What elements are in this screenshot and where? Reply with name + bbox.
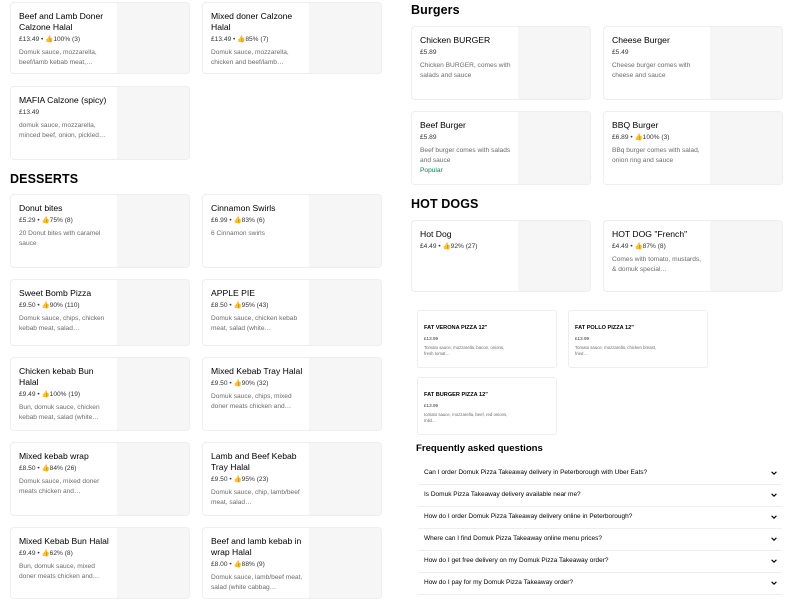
faq-item[interactable]	[418, 485, 782, 507]
item-name: HOT DOG "French"	[612, 229, 688, 239]
item-name: APPLE PIE	[211, 288, 255, 298]
menu-item-card[interactable]	[202, 279, 382, 346]
menu-item-card[interactable]	[603, 220, 783, 292]
item-description: Domuk sauce, chicken kebab meat, salad (white…	[211, 315, 298, 332]
menu-item-card[interactable]	[568, 310, 708, 368]
item-name: FAT BURGER PIZZA 12"	[424, 392, 488, 398]
chevron-down-icon	[770, 557, 778, 565]
item-price-rating: £5.29 • 👍75% (8)	[19, 217, 73, 224]
item-description: Bun, domuk sauce, chicken kebab meat, salad (white…	[19, 404, 100, 421]
menu-item-card[interactable]	[411, 220, 591, 292]
faq-question: Where can I find Domuk Pizza Takeaway online menu prices?	[424, 535, 602, 542]
faq-question: How do I order Domuk Pizza Takeaway delivery online in Peterborough?	[424, 513, 633, 520]
item-image	[309, 195, 381, 267]
item-description: Domuk sauce, chips, chicken kebab meat, salad…	[19, 315, 105, 332]
item-description: BBq burger comes with salad, onion ring and sauce	[612, 147, 700, 164]
menu-item-card[interactable]	[10, 442, 190, 516]
item-price-rating: £8.50 • 👍95% (43)	[211, 302, 269, 309]
item-description: Domuk sauce, chips, mixed doner meats chicken and…	[211, 393, 292, 410]
item-price-rating: £9.49 • 👍62% (8)	[19, 550, 73, 557]
faq-question: How do I pay for my Domuk Pizza Takeaway order?	[424, 579, 574, 586]
section-title-burgers: Burgers	[411, 3, 460, 17]
menu-item-card[interactable]	[10, 357, 190, 431]
item-image	[309, 358, 381, 430]
item-image	[117, 195, 189, 267]
chevron-down-icon	[770, 491, 778, 499]
menu-item-card[interactable]	[10, 279, 190, 346]
item-name: Lamb and Beef Kebab Tray Halal	[211, 451, 297, 472]
item-image	[117, 528, 189, 598]
item-name: Chicken BURGER	[420, 35, 491, 45]
item-name: Mixed Kebab Tray Halal	[211, 366, 303, 376]
item-description: Domuk sauce, mozzarella, chicken and beef/lamb…	[211, 49, 289, 66]
faq-title: Frequently asked questions	[416, 443, 543, 454]
item-image	[710, 27, 782, 99]
menu-item-card[interactable]	[411, 26, 591, 100]
item-image	[117, 3, 189, 73]
faq-item[interactable]	[418, 551, 782, 573]
section-title-desserts: DESSERTS	[10, 172, 79, 186]
item-image	[518, 112, 590, 184]
menu-item-card[interactable]	[411, 111, 591, 185]
menu-item-card[interactable]	[10, 86, 190, 160]
chevron-down-icon	[770, 579, 778, 587]
item-description: Domuk sauce, mozzarella, beef/lamb kebab meat,…	[19, 49, 97, 66]
item-name: Mixed kebab wrap	[19, 451, 89, 461]
faq-question: Is Domuk Pizza Takeaway delivery available near me?	[424, 491, 581, 498]
item-price-rating: £9.50 • 👍95% (23)	[211, 476, 269, 483]
item-description: Domuk sauce, chip, lamb/beef meat, salad…	[211, 489, 300, 506]
item-price-rating: £13.49	[19, 109, 40, 116]
faq-item[interactable]	[418, 463, 782, 485]
menu-item-card[interactable]	[417, 310, 557, 368]
item-image	[117, 87, 189, 159]
item-image	[710, 112, 782, 184]
item-image	[117, 280, 189, 345]
menu-item-card[interactable]	[10, 194, 190, 268]
menu-item-card[interactable]	[417, 377, 557, 435]
item-price: £13.99	[424, 336, 439, 341]
faq-item[interactable]	[418, 573, 782, 595]
item-description: 20 Donut bites with caramel sauce	[19, 230, 101, 247]
item-price-rating: £5.89	[420, 134, 437, 141]
menu-item-card[interactable]	[202, 194, 382, 268]
item-name: Beef Burger	[420, 120, 466, 130]
chevron-down-icon	[770, 513, 778, 521]
chevron-down-icon	[770, 535, 778, 543]
item-name: BBQ Burger	[612, 120, 659, 130]
item-name: Mixed doner Calzone Halal	[211, 11, 293, 32]
faq-item[interactable]	[418, 507, 782, 529]
menu-item-card[interactable]	[202, 527, 382, 599]
item-name: Chicken kebab Bun Halal	[19, 366, 94, 387]
menu-item-card[interactable]	[603, 111, 783, 185]
item-name: Cheese Burger	[612, 35, 670, 45]
item-description: Beef burger comes with salads and sauce	[420, 147, 511, 164]
item-price-rating: £9.50 • 👍90% (110)	[19, 302, 80, 309]
item-image	[309, 280, 381, 345]
item-image	[117, 358, 189, 430]
item-price-rating: £5.49	[612, 49, 629, 56]
item-name: Cinnamon Swirls	[211, 203, 276, 213]
item-name: Donut bites	[19, 203, 63, 213]
item-price-rating: £13.49 • 👍85% (7)	[211, 36, 269, 43]
section-title-hot-dogs: HOT DOGS	[411, 197, 479, 211]
item-price-rating: £13.49 • 👍100% (3)	[19, 36, 81, 43]
item-price-rating: £9.50 • 👍90% (32)	[211, 380, 269, 387]
faq-item[interactable]	[418, 529, 782, 551]
item-description: Comes with tomato, mustards, & domuk special…	[612, 256, 702, 273]
faq-question: Can I order Domuk Pizza Takeaway delivery in Peterborough with Uber Eats?	[424, 469, 648, 476]
item-price-rating: £6.99 • 👍83% (6)	[211, 217, 265, 224]
item-description: Domuk sauce, lamb/beef meat, salad (white cabbag…	[211, 574, 303, 591]
item-image	[309, 3, 381, 73]
item-name: FAT POLLO PIZZA 12"	[575, 325, 634, 331]
item-description: domuk sauce, mozzarella, minced beef, onion, pickled…	[19, 122, 106, 139]
item-name: FAT VERONA PIZZA 12"	[424, 325, 488, 331]
item-name: MAFIA Calzone (spicy)	[19, 95, 107, 105]
item-price-rating: £4.49 • 👍87% (8)	[612, 243, 666, 250]
item-name: Beef and lamb kebab in wrap Halal	[211, 536, 302, 557]
item-price: £13.99	[424, 403, 439, 408]
item-description: Cheese burger comes with cheese and sauce	[612, 62, 691, 79]
item-price-rating: £4.49 • 👍92% (27)	[420, 243, 478, 250]
item-name: Hot Dog	[420, 229, 452, 239]
item-name: Sweet Bomb Pizza	[19, 288, 92, 298]
item-price-rating: £5.89	[420, 49, 437, 56]
popular-badge: Popular	[420, 167, 443, 174]
item-name: Mixed Kebab Bun Halal	[19, 536, 109, 546]
item-price-rating: £6.89 • 👍100% (3)	[612, 134, 670, 141]
item-description: Bun, domuk sauce, mixed doner meats chicken and…	[19, 563, 100, 580]
item-description: tomato sauce, mozzarella, beef, red onions, mild…	[424, 412, 508, 423]
chevron-down-icon	[770, 469, 778, 477]
item-description: Tomato sauce, mozzarella, bacon, onions, fresh tomat…	[424, 345, 505, 356]
menu-item-card[interactable]	[10, 2, 190, 74]
item-name: Beef and Lamb Doner Calzone Halal	[19, 11, 104, 32]
menu-item-card[interactable]	[202, 2, 382, 74]
faq-question: How do I get free delivery on my Domuk Pizza Takeaway order?	[424, 557, 609, 564]
item-image	[710, 221, 782, 291]
item-image	[518, 27, 590, 99]
item-description: Tomato sauce, mozzarella, chicken breast, fried…	[575, 345, 657, 356]
item-description: Domuk sauce, mixed doner meats chicken and…	[19, 478, 100, 495]
menu-item-card[interactable]	[603, 26, 783, 100]
item-price-rating: £8.50 • 👍84% (26)	[19, 465, 77, 472]
item-image	[117, 443, 189, 515]
item-price: £13.99	[575, 336, 590, 341]
item-image	[518, 221, 590, 291]
menu-item-card[interactable]	[10, 527, 190, 599]
item-price-rating: £8.00 • 👍88% (9)	[211, 561, 265, 568]
item-price-rating: £9.49 • 👍100% (19)	[19, 391, 81, 398]
menu-item-card[interactable]	[202, 357, 382, 431]
item-image	[309, 443, 381, 515]
item-description: Chicken BURGER, comes with salads and sauce	[420, 62, 511, 79]
item-image	[309, 528, 381, 598]
item-description: 6 Cinnamon swirls	[211, 230, 265, 237]
menu-item-card[interactable]	[202, 442, 382, 516]
